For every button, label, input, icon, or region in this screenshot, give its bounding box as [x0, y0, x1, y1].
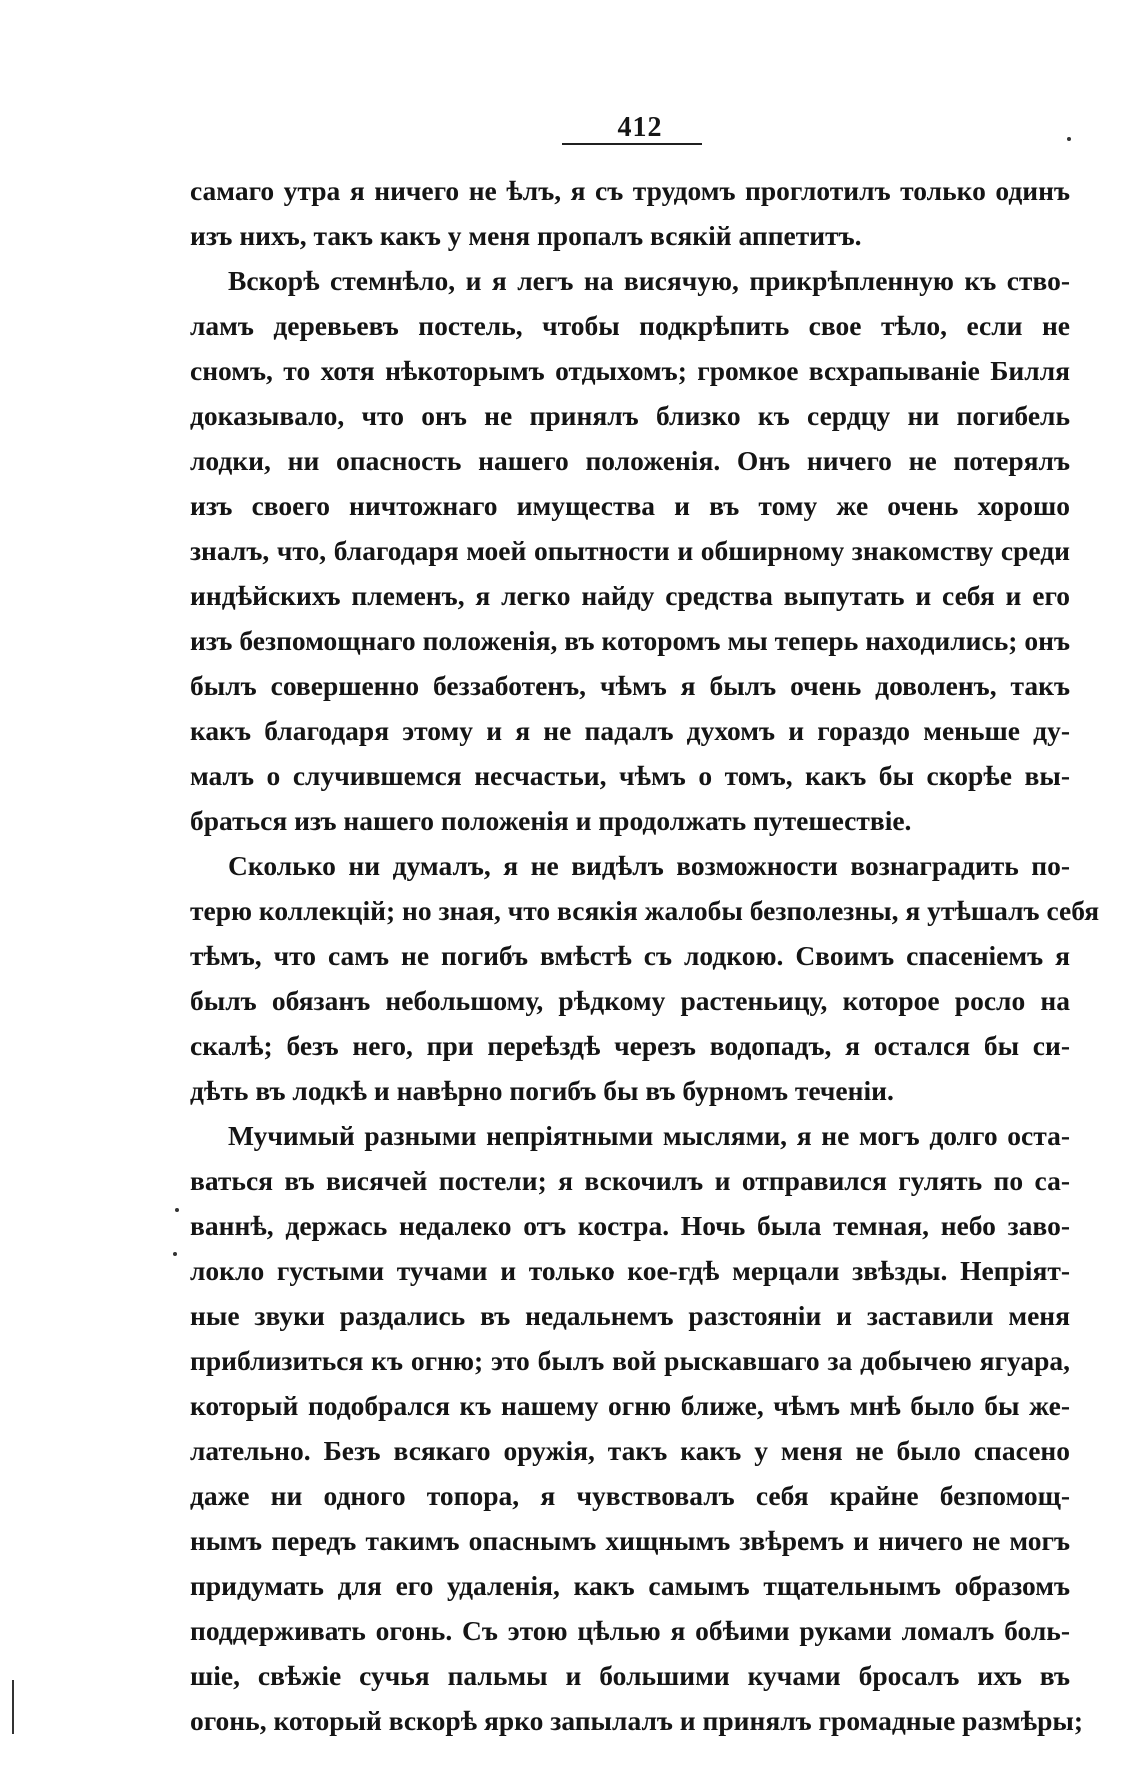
text-line: изъ безпомощнаго положенiя, въ которомъ мы теперь находились; онъ [190, 625, 1070, 656]
text-line: нымъ передъ такимъ опаснымъ хищнымъ звѣремъ и ничего не могъ [190, 1525, 1070, 1556]
text-line: ные звуки раздались въ недальнемъ разстоянiи и заставили меня [190, 1300, 1070, 1331]
speck [173, 1252, 177, 1256]
text-line: лодки, ни опасность нашего положенiя. Онъ ничего не потерялъ [190, 445, 1070, 476]
text-line: который подобрался къ нашему огню ближе, чѣмъ мнѣ было бы же- [190, 1390, 1070, 1421]
text-line: шiе, свѣжiе сучья пальмы и большими кучами бросалъ ихъ въ [190, 1660, 1070, 1691]
text-line: приблизиться къ огню; это былъ вой рыскавшаго за добычею ягуара, [190, 1345, 1070, 1376]
text-line: скалѣ; безъ него, при переѣздѣ черезъ водопадъ, я остался бы си- [190, 1030, 1070, 1061]
text-line: изъ нихъ, такъ какъ у меня пропалъ всякiй аппетитъ. [190, 220, 862, 251]
text-line: ваться въ висячей постели; я вскочилъ и отправился гулять по са- [190, 1165, 1070, 1196]
text-line: зналъ, что, благодаря моей опытности и обширному знакомству среди [190, 535, 1070, 566]
text-line: ламъ деревьевъ постель, чтобы подкрѣпить свое тѣло, если не [190, 310, 1070, 341]
body-text [190, 168, 1100, 1743]
margin-line [12, 1680, 14, 1734]
text-line: дѣть въ лодкѣ и навѣрно погибъ бы въ бурномъ теченiи. [190, 1075, 894, 1106]
paragraph-first-line: Мучимый разными непрiятными мыслями, я не могъ долго оста- [228, 1120, 1070, 1151]
paragraph-first-line: Вскорѣ стемнѣло, и я легъ на висячую, прикрѣпленную къ ство- [228, 265, 1070, 296]
page-number-rule [562, 143, 702, 145]
text-line: поддерживать огонь. Съ этою цѣлью я обѣими руками ломалъ боль- [190, 1615, 1070, 1646]
text-line: даже ни одного топора, я чувствовалъ себя крайне безпомощ- [190, 1480, 1070, 1511]
text-line: индѣйскихъ племенъ, я легко найду средства выпутать и себя и его [190, 580, 1070, 611]
text-line: тѣмъ, что самъ не погибъ вмѣстѣ съ лодкою. Своимъ спасенiемъ я [190, 940, 1070, 971]
text-line: былъ совершенно беззаботенъ, чѣмъ я былъ очень доволенъ, такъ [190, 670, 1070, 701]
text-line: браться изъ нашего положенiя и продолжать путешествiе. [190, 805, 912, 836]
text-line: какъ благодаря этому и я не падалъ духомъ и гораздо меньше ду- [190, 715, 1070, 746]
text-line: малъ о случившемся несчастьи, чѣмъ о томъ, какъ бы скорѣе вы- [190, 760, 1070, 791]
page-number: 412 [617, 112, 663, 143]
text-line: изъ своего ничтожнаго имущества и въ тому же очень хорошо [190, 490, 1070, 521]
text-line: сномъ, то хотя нѣкоторымъ отдыхомъ; громкое всхрапыванiе Билля [190, 355, 1070, 386]
speck [175, 1208, 179, 1212]
paragraph-first-line: Сколько ни думалъ, я не видѣлъ возможности вознаградить по- [228, 850, 1070, 881]
speck [1067, 137, 1071, 141]
text-line: локло густыми тучами и только кое-гдѣ мерцали звѣзды. Непрiят- [190, 1255, 1070, 1286]
text-line: лательно. Безъ всякаго оружiя, такъ какъ у меня не было спасено [190, 1435, 1070, 1466]
text-line: терю коллекцiй; но зная, что всякiя жалобы безполезны, я утѣшалъ себя [190, 895, 1100, 926]
text-line: огонь, который вскорѣ ярко запылалъ и принялъ громадные размѣры; [190, 1705, 1084, 1736]
text-line: былъ обязанъ небольшому, рѣдкому растеньицу, которое росло на [190, 985, 1070, 1016]
text-line: доказывало, что онъ не принялъ близко къ сердцу ни погибель [190, 400, 1070, 431]
text-line: самаго утра я ничего не ѣлъ, я съ трудомъ проглотилъ только одинъ [190, 175, 1070, 206]
text-line: ваннѣ, держась недалеко отъ костра. Ночь была темная, небо заво- [190, 1210, 1070, 1241]
text-line: придумать для его удаленiя, какъ самымъ тщательнымъ образомъ [190, 1570, 1070, 1601]
